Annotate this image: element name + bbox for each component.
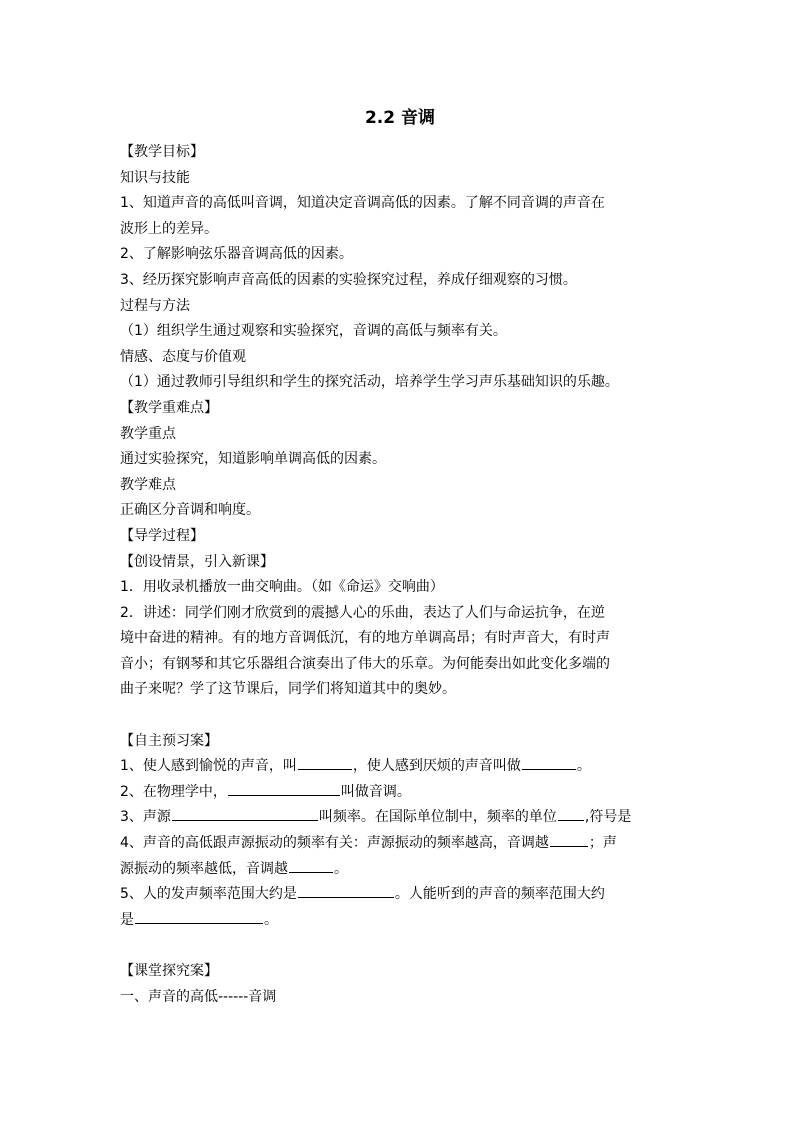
process-step-2-line-2: 境中奋进的精神。有的地方音调低沉，有的地方单调高昂；有时声音大，有时声: [120, 630, 610, 647]
section-heading-class-exploration: 【课堂探究案】: [120, 963, 218, 979]
objective-3: 3、经历探究影响声音高低的因素的实验探究过程，养成仔细观察的习惯。: [120, 271, 577, 288]
q1-text-a: 1、使人感到愉悦的声音，叫: [120, 758, 297, 775]
spacer: [120, 703, 680, 729]
q3-text-c: ,符号是: [584, 809, 632, 826]
process-item-1: （1）组织学生通过观察和实验探究，音调的高低与频率有关。: [120, 323, 507, 340]
q3-text-b: 叫频率。在国际单位制中，频率的单位: [318, 809, 557, 826]
process-step-2-line-4: 曲子来呢？学了这节课后，同学们将知道其中的奥妙。: [120, 681, 456, 698]
q3-blank-2[interactable]: [558, 806, 584, 821]
document-page: [120, 0, 680, 1123]
q4-text-d: 。: [334, 860, 348, 877]
q5-text-c: 是: [120, 911, 134, 928]
subheading-scenario: 【创设情景，引入新课】: [120, 553, 274, 570]
q4-blank-2[interactable]: [289, 858, 333, 873]
preview-question-4-line-2: [120, 857, 680, 883]
key-point-text: 通过实验探究，知道影响单调高低的因素。: [120, 451, 386, 468]
q5-blank-1[interactable]: [298, 883, 394, 898]
subheading-knowledge-skills: 知识与技能: [120, 169, 190, 186]
q2-text-a: 2、在物理学中，: [120, 783, 227, 800]
subheading-key-point: 教学重点: [120, 425, 176, 442]
q1-text-c: 。: [576, 758, 591, 775]
objective-1-line-1: 1、知道声音的高低叫音调，知道决定音调高低的因素。了解不同音调的声音在: [120, 195, 605, 212]
q2-text-b: 叫做音调。: [340, 783, 411, 800]
preview-question-2: [120, 780, 680, 806]
preview-question-5-line-1: [120, 882, 680, 908]
document-title: 2.2 音调: [364, 108, 436, 128]
q3-blank-1[interactable]: [172, 806, 318, 821]
q1-blank-1[interactable]: [298, 755, 352, 770]
section-heading-key-points: 【教学重难点】: [120, 399, 218, 416]
section-heading-objectives: 【教学目标】: [120, 144, 204, 160]
q4-text-b: ；声: [588, 835, 617, 852]
objective-1-line-2: 波形上的差异。: [120, 220, 218, 237]
q4-text-a: 4、声音的高低跟声源振动的频率有关：声源振动的频率越高，音调越: [120, 835, 549, 852]
q4-blank-1[interactable]: [550, 832, 588, 847]
preview-question-3: [120, 805, 680, 831]
q5-blank-2[interactable]: [135, 909, 263, 924]
q1-blank-2[interactable]: [522, 755, 576, 770]
process-step-1: 1．用收录机播放一曲交响曲。（如《命运》交响曲）: [120, 579, 444, 596]
attitude-item-1: （1）通过教师引导组织和学生的探究活动，培养学生学习声乐基础知识的乐趣。: [120, 374, 619, 391]
subheading-attitude-values: 情感、态度与价值观: [120, 348, 246, 365]
subheading-difficult-point: 教学难点: [120, 476, 176, 493]
q1-text-b: ，使人感到厌烦的声音叫做: [352, 758, 521, 775]
subheading-process-method: 过程与方法: [120, 297, 190, 314]
q5-text-d: 。: [264, 911, 278, 928]
q5-text-a: 5、人的发声频率范围大约是: [120, 886, 297, 903]
objective-2: 2、了解影响弦乐器音调高低的因素。: [120, 246, 353, 263]
q2-blank-1[interactable]: [228, 781, 340, 796]
difficult-point-text: 正确区分音调和响度。: [120, 502, 260, 519]
process-step-2-line-3: 音小；有钢琴和其它乐器组合演奏出了伟大的乐章。为何能奏出如此变化多端的: [120, 655, 610, 672]
process-step-2-line-1: 2．讲述：同学们刚才欣赏到的震撼人心的乐曲，表达了人们与命运抗争，在逆: [120, 604, 605, 621]
q4-text-c: 源振动的频率越低，音调越: [120, 860, 288, 877]
preview-question-4-line-1: [120, 831, 680, 857]
section-heading-preview: 【自主预习案】: [120, 732, 218, 749]
preview-question-1: [120, 754, 680, 780]
preview-question-5-line-2: [120, 908, 680, 934]
section-heading-guided-process: 【导学过程】: [120, 527, 204, 544]
document-body: [120, 140, 680, 1010]
q3-text-a: 3、声源: [120, 809, 171, 826]
subheading-pitch: 一、声音的高低------音调: [120, 988, 277, 1005]
spacer: [120, 933, 680, 959]
q5-text-b: 。人能听到的声音的频率范围大约: [394, 886, 605, 903]
